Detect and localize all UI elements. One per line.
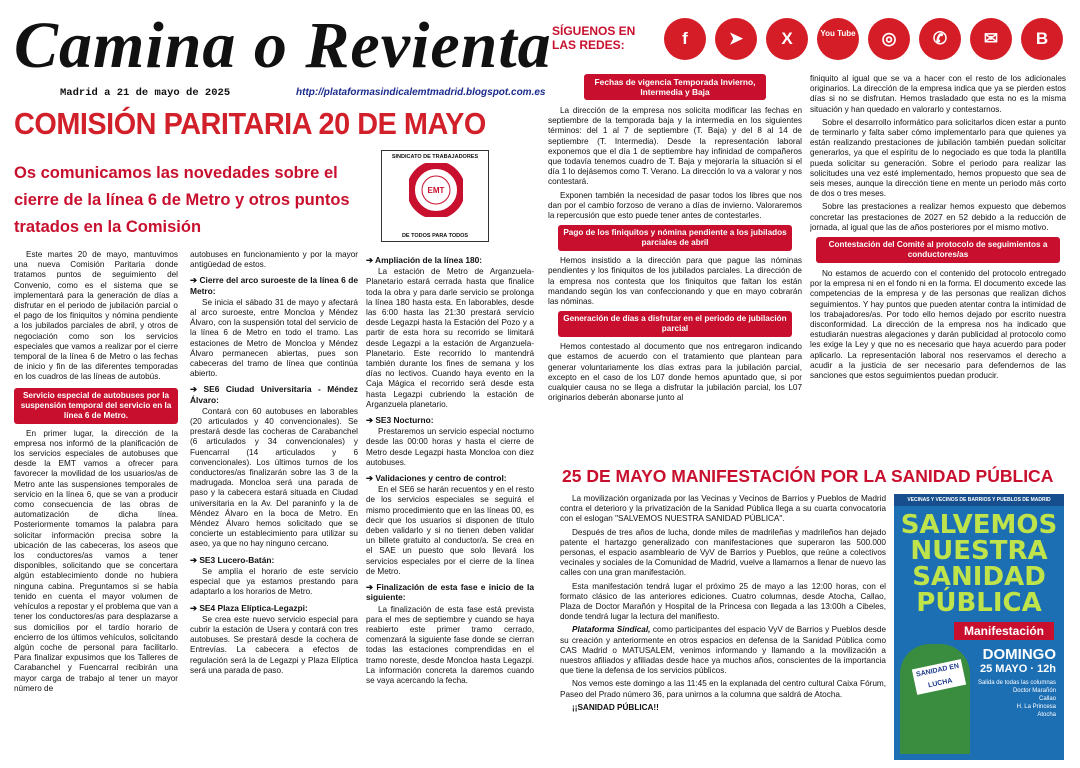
paragraph: Exponen también la necesidad de pasar todos los libres que nos dan por el cambio forzoso de verano a días de invierno. Valoraremos la repercusión que esto puede tener antes de contestarles. <box>548 190 802 221</box>
poster-line: Salida de todas las columnas <box>977 680 1056 686</box>
page-subhead: Os comunicamos las novedades sobre el cierre de la línea 6 de Metro y otros puntos tratados en la Comisión <box>14 164 350 236</box>
logo-top-text: SINDICATO DE TRABAJADORES <box>391 154 479 160</box>
paragraph: Este martes 20 de mayo, mantuvimos una nueva Comisión Paritaria donde tratamos puntos de seguimiento del Convenio, como es el sistema que se implementará para la generación de días a disfrutar en el periodo de jubilación parcial o el pago de los finiquitos y nómina pendiente a los jubilados parciales de abril, y otros de negociación como son los servicios especiales que vamos a realizar por el cierre temporal de la línea 6 de Metro o las fechas de inicio y fin de las diferentes temporadas en los cuadros de las líneas de autobús. <box>14 250 178 382</box>
paragraph: Nos vemos este domingo a las 11:45 en la explanada del centro cultural Caixa Fórum, Paseo del Prado número 36, para unirnos a la columna que saldrá de Atocha. <box>560 679 886 699</box>
blogger-icon[interactable]: B <box>1021 18 1063 60</box>
paragraph: La movilización organizada por las Vecinas y Vecinos de Barrios y Pueblos de Madrid contra el deterioro y la privatización de la Sanidad Pública llega a su cuarta convocatoria con el eslogan "SALVEMOS NUESTRA SANIDAD PÚBLICA". <box>560 494 886 524</box>
sanidad-bold-lead: Plataforma Sindical, <box>572 625 651 635</box>
sanidad-p4-text: como participantes del espacio VyV de Barrios y Pueblos desde su creación y anteriormente en otros espacios en defensa de la Sanidad Pública como CAS Madrid o MATUSALEM, venimos informando y llamando a la movilización a nuestros afiliados y afiliadas desde hace ya muchos años, conscientes de la importancia que tiene la defensa de los servicios públicos. <box>560 625 886 676</box>
union-logo <box>381 150 489 242</box>
paragraph: En el SE6 se harán recuentos y en el resto de los servicios especiales se seguirá el mismo procedimiento que en las líneas 00, es decir que los usuarios si disponen de título deben validarlo y si no tienen deben validar un billete gratuito al conductor/a. Se crea en el SAE un puesto que solo llevará los servicios especiales por el cierre de la línea de Metro. <box>366 485 534 576</box>
paragraph: Se crea este nuevo servicio especial para cubrir la estación de Usera y contará con tres autobuses. Se prestará desde la cochera de Entrevías. La cabecera a efectos de regulación será la de Legazpi y Plaza Elíptica será una parada de paso. <box>190 614 358 675</box>
instagram-icon[interactable]: ◎ <box>868 18 910 60</box>
poster-sign: SANIDAD EN LUCHA <box>912 659 966 695</box>
social-label-line: LAS REDES: <box>552 38 625 52</box>
paragraph: Después de tres años de lucha, donde miles de madrileñas y madrileños han dejado patente el hartazgo generalizado con manifestaciones que superaron las 500.000 personas, el espacio asambleario de VyV de Barrios y Pueblos, que reúne a colectivos vecinales y sociales de la Comunidad de Madrid, vuelve a llamarnos a llenar de nuevo las calles con una gran manifestación. <box>560 527 886 578</box>
sanidad-text <box>560 494 886 760</box>
paragraph: Hemos insistido a la dirección para que pague las nóminas pendientes y los finiquitos de los jubilados parciales. La dirección de la empresa nos contesta que los finiquitos que faltan los están mandando según los van confeccionando y que en mayo cobrarán las nóminas. <box>548 256 802 307</box>
paragraph: La estación de Metro de Arganzuela-Planetario estará cerrada hasta que finalice toda la obra y para darle servicio se prolonga la línea 180 hasta esta. En laborables, desde las 6:00 hasta las 21:30 prestará servicio desde Legazpi hasta la Estación del Pozo y a partir de esta hora su recorrido se limitará desde Legazpi a la estación de Arganzuela-Planetario. Este recorrido lo mantendrá también durante los fines de semana y los días no lectivos. Cuando haya evento en la Caja Mágica el recorrido será desde esta hasta Legazpi cubriendo la estación de Arganzuela planetario. <box>366 267 534 409</box>
sanidad-title: 25 DE MAYO MANIFESTACIÓN POR LA SANIDAD PÚBLICA <box>562 466 1054 486</box>
poster-line: Callao <box>1038 696 1056 702</box>
section-heading: ➔ SE6 Ciudad Universitaria - Méndez Álvaro: <box>190 384 358 405</box>
section-heading: ➔ Finalización de esta fase e inicio de la siguiente: <box>366 582 534 603</box>
poster-headline-line: SALVEMOS <box>900 510 1058 540</box>
section-heading: ➔ Ampliación de la línea 180: <box>366 255 483 265</box>
social-label <box>552 24 635 52</box>
issue-date: Madrid a 21 de mayo de 2025 <box>60 87 231 99</box>
whatsapp-icon[interactable]: ✆ <box>919 18 961 60</box>
poster-line: H. La Princesa <box>1016 704 1056 710</box>
column-1 <box>14 250 178 762</box>
section-box-seasons: Fechas de vigencia Temporada Invierno, Intermedia y Baja <box>584 74 766 100</box>
paragraph: Hemos contestado al documento que nos entregaron indicando que estamos de acuerdo con el tratamiento que plantean para generar voluntariamente los días extras para la jubilación parcial, excepto en el caso de los L07 donde hemos apuntado que, si por cualquier causa no se llega a disfrutar la jubilación parcial, los L07 originarios deberán abonarse junto al <box>548 342 802 403</box>
logo-bottom-text: DE TODOS PARA TODOS <box>401 233 469 239</box>
section-heading: ➔ Cierre del arco suroeste de la línea 6 de Metro: <box>190 275 358 296</box>
page-headline: COMISIÓN PARITARIA 20 DE MAYO <box>14 106 486 141</box>
poster-headline-line: SANIDAD <box>912 562 1046 592</box>
paragraph: En primer lugar, la dirección de la empresa nos informó de la planificación de los servicios especiales de autobuses que desde la EMT vamos a ofrecer para favorecer la movilidad de los usuarios/as de Metro ante las suspensiones temporales de servicio en la línea 6, que se van a producir como consecuencia de las obras de automatización de dicha línea. Posteriormente tomamos la palabra para solicitar información precisa sobre la ubicación de las cabeceras, los aseos que los conductores/as vamos a tener disponibles, solicitando que se concertara algún establecimiento donde no hubiera ninguna cabina. Preguntamos si se había tenido en cuenta el mayor volumen de vehículos a repostar y el problema que van a tener los conductores/as para desplazarse a sus domicilios por el tardío horario de encierro de los últimos vehículos, solicitando algún coche de personal para facilitarlo. Para finalizar expusimos que los Talleres de Carabanchel y Fuencarral recibirán una mayor carga de trabajo al tener un mayor número de <box>14 428 178 693</box>
logo-emblem-icon <box>409 163 463 217</box>
section-heading: ➔ SE3 Lucero-Batán: <box>190 554 275 565</box>
paragraph: Se amplía el horario de este servicio especial que ya estamos prestando para adaptarlo a los horarios de Metro. <box>190 566 358 597</box>
poster-headline-line: PÚBLICA <box>916 588 1042 618</box>
column-5 <box>810 74 1066 456</box>
poster-date: 25 MAYO · 12h <box>979 663 1056 675</box>
paragraph: No estamos de acuerdo con el contenido del protocolo entregado por la empresa ni en el fondo ni en la forma. El documento excede las competencias de la empresa y de las personas que realizan dichos seguimientos. Y hay puntos que pueden atentar contra la intimidad de los trabajadores/as. Por todo ello hemos dejado por escrito nuestra disconformidad. La dirección de la empresa nos ha indicado que estudiarán nuestras alegaciones y darán publicidad al protocolo como les exige la Ley y que no es necesario que haya acuerdo para poder aplicarlo. La representación laboral nos reservamos el derecho a acudir a la justicia de ser necesario para defendernos de las sanciones que estos seguimientos puedan producir. <box>810 269 1066 381</box>
blog-url[interactable]: http://plataformasindicalemtmadrid.blogspot.com.es <box>296 87 546 98</box>
paragraph: La finalización de esta fase está prevista para el mes de septiembre y cuando se haya reabierto este primer tramo cerrado, comenzará la siguiente fase donde se cierran todas las estaciones comprendidas en el tramo noreste, desde Moncloa hasta Legazpi. La información concreta la daremos cuando se vaya acercando la fecha. <box>366 604 534 685</box>
column-4 <box>548 74 802 456</box>
paragraph: autobuses en funcionamiento y por la mayor antigüedad de estos. <box>190 250 358 270</box>
section-box-protocolo: Contestación del Comité al protocolo de seguimientos a conductores/as <box>816 237 1060 263</box>
poster-domingo: DOMINGO <box>982 646 1056 663</box>
column-2 <box>190 250 358 762</box>
telegram-icon[interactable]: ➤ <box>715 18 757 60</box>
paragraph: Esta manifestación tendrá lugar el próximo 25 de mayo a las 12:00 horas, con el formato clásico de las anteriores ediciones. Cuatro columnas, desde Atocha, Callao, Plaza de Doctor Marañón y Hospital de la Princesa con llegada a las 13:00h a Cibeles, donde tendrá lugar la lectura del manifiesto. <box>560 581 886 622</box>
poster-line: Atocha <box>1037 712 1056 718</box>
poster-manifestacion: Manifestación <box>954 622 1054 640</box>
paragraph <box>560 625 886 676</box>
x-icon[interactable]: X <box>766 18 808 60</box>
paragraph: Sobre las prestaciones a realizar hemos expuesto que debemos concretar las prestaciones de 2027 en 52 debido a la reducción de jornada, al igual que las de años posteriores por el mismo motivo. <box>810 202 1066 232</box>
section-box-bus-service: Servicio especial de autobuses por la suspensión temporal del servicio en la línea 6 de Metro. <box>14 388 178 424</box>
email-icon[interactable]: ✉ <box>970 18 1012 60</box>
section-box-jubilacion: Generación de días a disfrutar en el periodo de jubilación parcial <box>558 311 792 337</box>
sanidad-closing: ¡¡SANIDAD PÚBLICA!! <box>572 702 659 712</box>
logo-center-text: EMT <box>427 186 445 195</box>
section-heading: ➔ Validaciones y centro de control: <box>366 473 507 484</box>
paragraph: Sobre el desarrollo informático para solicitarlos dicen estar a punto de terminarlo y falta saber cómo implementarlo para que quienes ya están realizando prestaciones de jubilación también puedan solicitar generarlos, ya que el espíritu de lo negociado es que toda la plantilla pueda solicitar su generación. Sobre el periodo para realizar las solicitudes una vez esté implementado, hemos propuesto que sea de seis meses, aunque la dirección tiene en mente un periodo más corto de dos o tres meses. <box>810 117 1066 199</box>
poster-headline <box>894 512 1064 616</box>
paragraph: Prestaremos un servicio especial nocturno desde las 00:00 horas y hasta el cierre de Metro desde Legazpi hasta Moncloa con diez autobuses. <box>366 427 534 467</box>
column-3 <box>366 250 534 762</box>
paragraph: Contará con 60 autobuses en laborables (20 articulados y 40 convencionales). Se prestará desde las cocheras de Carabanchel (6 articulados y 34 convencionales) y Fuencarral (14 articulados y 6 convencionales). Los últimos turnos de los conductores/as finalizarán sobre las 3 de la madrugada. Moncloa será una parada de paso y la cabecera estará situada en Ciudad universitaria en la Av. Del paraninfo y la de Méndez Álvaro en la boca de Metro. En Méndez Álvaro hemos solicitado que se concierte un establecimiento para utilizar su aseo, ya que no hay ninguno cercano. <box>190 406 358 549</box>
paragraph: La dirección de la empresa nos solicita modificar las fechas en septiembre de la temporada baja y la intermedia en los siguientes términos: del 1 al 7 de septiembre (T. Baja) y del 8 al 14 de septiembre (T. Intermedia). Desde la representación laboral exponemos que el día 1 de septiembre hay infinidad de compañeros que todavía tenemos cuadro de T. Baja y mejoraría la situación si el día 1 lo dejásemos como T. Verano. La dirección lo va a valorar y nos contestará. <box>548 106 802 187</box>
facebook-icon[interactable]: f <box>664 18 706 60</box>
paragraph: finiquito al igual que se va a hacer con el resto de los adicionales originarios. La dirección de la empresa indica que ya se pierden estos días si no se disfrutan. Hemos trasladado que esta no es la misma situación y han quedado en valorarlo y contestarnos. <box>810 74 1066 114</box>
social-label-line: SÍGUENOS EN <box>552 24 636 38</box>
social-bar <box>548 18 1068 66</box>
section-box-finiquitos: Pago de los finiquitos y nómina pendiente a los jubilados parciales de abril <box>558 225 792 251</box>
poster-headline-line: NUESTRA <box>910 536 1048 566</box>
section-heading: ➔ SE3 Nocturno: <box>366 415 434 426</box>
poster-top-text: VECINAS Y VECINOS DE BARRIOS Y PUEBLOS DE MADRID <box>894 494 1064 506</box>
paragraph: Se inicia el sábado 31 de mayo y afectará al arco suroeste, entre Moncloa y Méndez Álvaro, con la suspensión total del servicio de la línea 6 de Metro en todo el tramo. Las estaciones de Metro de Moncloa y Méndez Álvaro permanecen abiertas, pues son cabeceras del tramo de línea que continúa abierto. <box>190 297 358 379</box>
masthead-title: Camina o Revienta <box>14 9 552 82</box>
section-heading: ➔ SE4 Plaza Elíptica-Legazpi: <box>190 602 308 613</box>
youtube-icon[interactable]: You Tube <box>817 18 859 60</box>
poster-line: Doctor Marañón <box>1012 688 1056 694</box>
sanidad-poster <box>894 494 1064 760</box>
